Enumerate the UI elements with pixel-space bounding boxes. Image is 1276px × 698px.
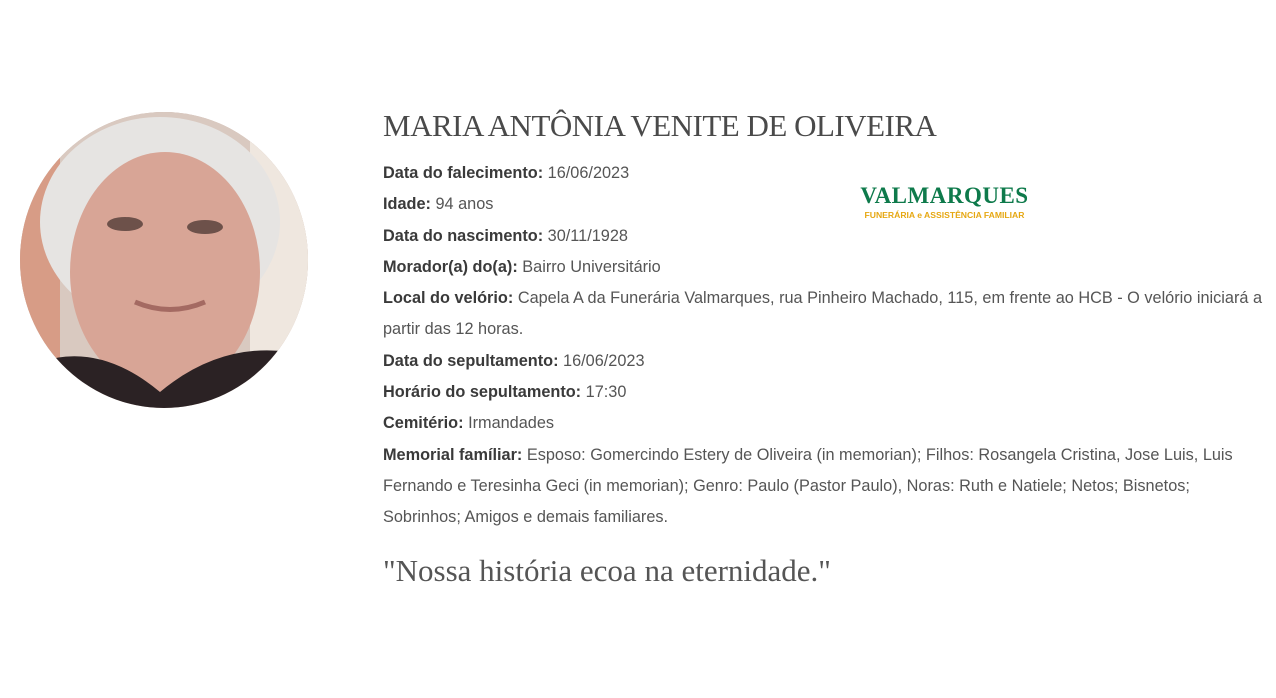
field-value: Irmandades xyxy=(468,414,555,433)
deceased-name: MARIA ANTÔNIA VENITE DE OLIVEIRA xyxy=(383,108,937,143)
field-label: Cemitério: xyxy=(383,414,464,433)
field-label: Data do nascimento: xyxy=(383,226,544,245)
field-burial-date xyxy=(383,346,1268,377)
field-residence xyxy=(383,252,1268,283)
field-value: 16/06/2023 xyxy=(563,351,645,370)
field-label: Data do sepultamento: xyxy=(383,351,559,370)
field-label: Idade: xyxy=(383,195,431,214)
field-label: Local do velório: xyxy=(383,289,514,308)
field-value: Bairro Universitário xyxy=(522,257,661,276)
field-value: 16/06/2023 xyxy=(547,164,630,182)
field-age xyxy=(383,189,1268,220)
field-death-date xyxy=(383,158,1268,189)
logo-subtitle: FUNERÁRIA e ASSISTÊNCIA FAMILIAR xyxy=(864,210,1025,220)
deceased-photo xyxy=(20,112,308,408)
field-label: Morador(a) do(a): xyxy=(383,257,518,276)
field-value: 17:30 xyxy=(585,383,627,402)
field-burial-time xyxy=(383,377,1268,408)
field-value: 30/11/1928 xyxy=(547,226,628,245)
field-cemetery xyxy=(383,408,1268,439)
field-label: Horário do sepultamento: xyxy=(383,383,582,402)
field-value: 94 anos xyxy=(435,195,494,214)
field-label: Memorial famíliar: xyxy=(383,445,523,464)
obituary-details xyxy=(383,158,1268,534)
field-value: Capela A da Funerária Valmarques, rua Pinheiro Machado, 115, em frente ao HCB - O velório iniciará a partir das 12 horas. xyxy=(383,289,1263,339)
field-value: Esposo: Gomercindo Estery de Oliveira (in memorian); Filhos: Rosangela Cristina, Jose Luis, Luis Fernando e Teresinha Geci (in memorian); Genro: Paulo (Pastor Paulo), Noras: Ruth e Natiele; Netos; Bisnetos; Sobrinhos; Amigos e demais familiares. xyxy=(383,445,1233,527)
field-label: Data do falecimento: xyxy=(383,164,544,182)
field-birth-date xyxy=(383,221,1268,252)
logo-name: VALMARQUES xyxy=(860,183,1029,208)
memorial-quote: "Nossa história ecoa na eternidade." xyxy=(383,553,831,588)
field-family-memorial xyxy=(383,440,1268,534)
field-wake-location xyxy=(383,283,1268,346)
